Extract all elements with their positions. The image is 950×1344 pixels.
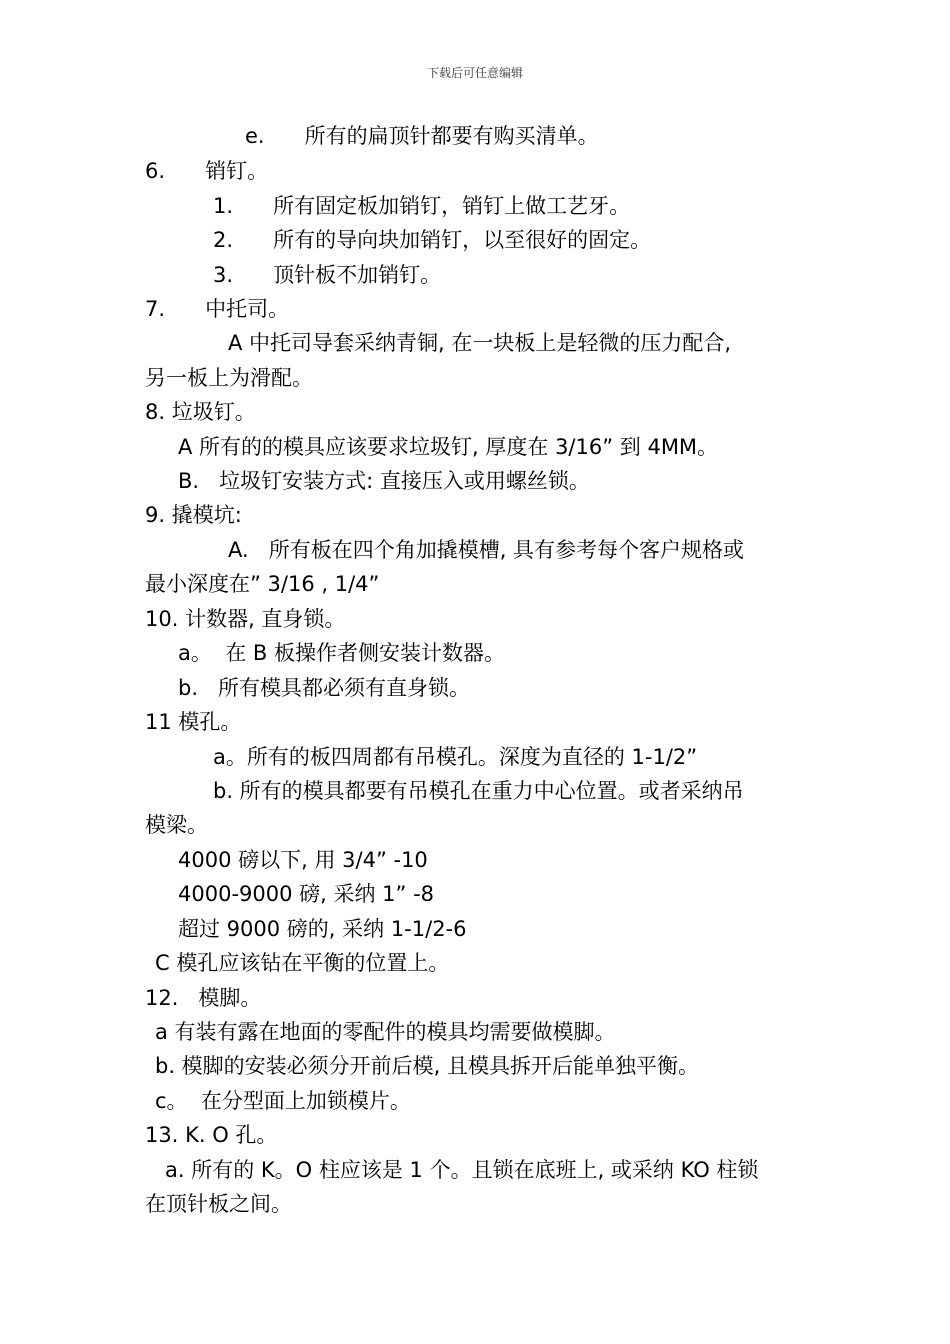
- text-line-3: 1. 所有固定板加销钉，销钉上做工艺牙。: [213, 194, 631, 218]
- text-line-18: 11 模孔。: [145, 710, 242, 734]
- text-line-19: a。所有的板四周都有吊模孔。深度为直径的 1-1/2”: [213, 745, 698, 769]
- text-line-9: 8. 垃圾钉。: [145, 400, 256, 424]
- text-line-16: a。 在 B 板操作者侧安装计数器。: [178, 641, 505, 665]
- text-line-23: 4000-9000 磅, 采纳 1” -8: [178, 882, 435, 906]
- text-line-26: 12. 模脚。: [145, 986, 262, 1010]
- text-line-25: C 模孔应该钻在平衡的位置上。: [155, 951, 450, 975]
- text-line-32: 在顶针板之间。: [145, 1192, 292, 1216]
- text-line-22: 4000 磅以下, 用 3/4” -10: [178, 848, 428, 872]
- text-line-2: 6. 销钉。: [145, 159, 269, 183]
- text-line-20: b. 所有的模具都要有吊模孔在重力中心位置。或者采纳吊: [213, 779, 744, 803]
- text-line-14: 最小深度在” 3/16 , 1/4”: [145, 572, 380, 596]
- text-line-12: 9. 撬模坑:: [145, 503, 242, 527]
- text-line-21: 模梁。: [145, 813, 208, 837]
- page-header: 下载后可任意编辑: [426, 66, 523, 80]
- text-line-24: 超过 9000 磅的, 采纳 1-1/2-6: [178, 917, 467, 941]
- text-line-30: 13. K. O 孔。: [145, 1123, 278, 1147]
- text-line-28: b. 模脚的安装必须分开前后模, 且模具拆开后能单独平衡。: [155, 1054, 700, 1078]
- text-line-13: A. 所有板在四个角加撬模槽, 具有参考每个客户规格或: [228, 538, 745, 562]
- text-line-31: a. 所有的 K。O 柱应该是 1 个。且锁在底班上, 或采纳 KO 柱锁: [165, 1158, 759, 1182]
- text-line-7: A 中托司导套采纳青铜, 在一块板上是轻微的压力配合,: [228, 331, 732, 355]
- text-line-6: 7. 中托司。: [145, 297, 290, 321]
- text-line-10: A 所有的的模具应该要求垃圾钉, 厚度在 3/16” 到 4MM。: [178, 435, 719, 459]
- text-line-17: b. 所有模具都必须有直身锁。: [178, 676, 471, 700]
- text-line-11: B. 垃圾钉安装方式: 直接压入或用螺丝锁。: [178, 469, 590, 493]
- text-line-15: 10. 计数器, 直身锁。: [145, 607, 346, 631]
- text-line-4: 2. 所有的导向块加销钉，以至很好的固定。: [213, 228, 652, 252]
- text-line-5: 3. 顶针板不加销钉。: [213, 263, 442, 287]
- text-line-29: c。 在分型面上加锁模片。: [155, 1089, 411, 1113]
- text-line-27: a 有装有露在地面的零配件的模具均需要做模脚。: [155, 1020, 616, 1044]
- text-line-1: e. 所有的扁顶针都要有购买清单。: [245, 124, 599, 148]
- text-line-8: 另一板上为滑配。: [145, 366, 313, 390]
